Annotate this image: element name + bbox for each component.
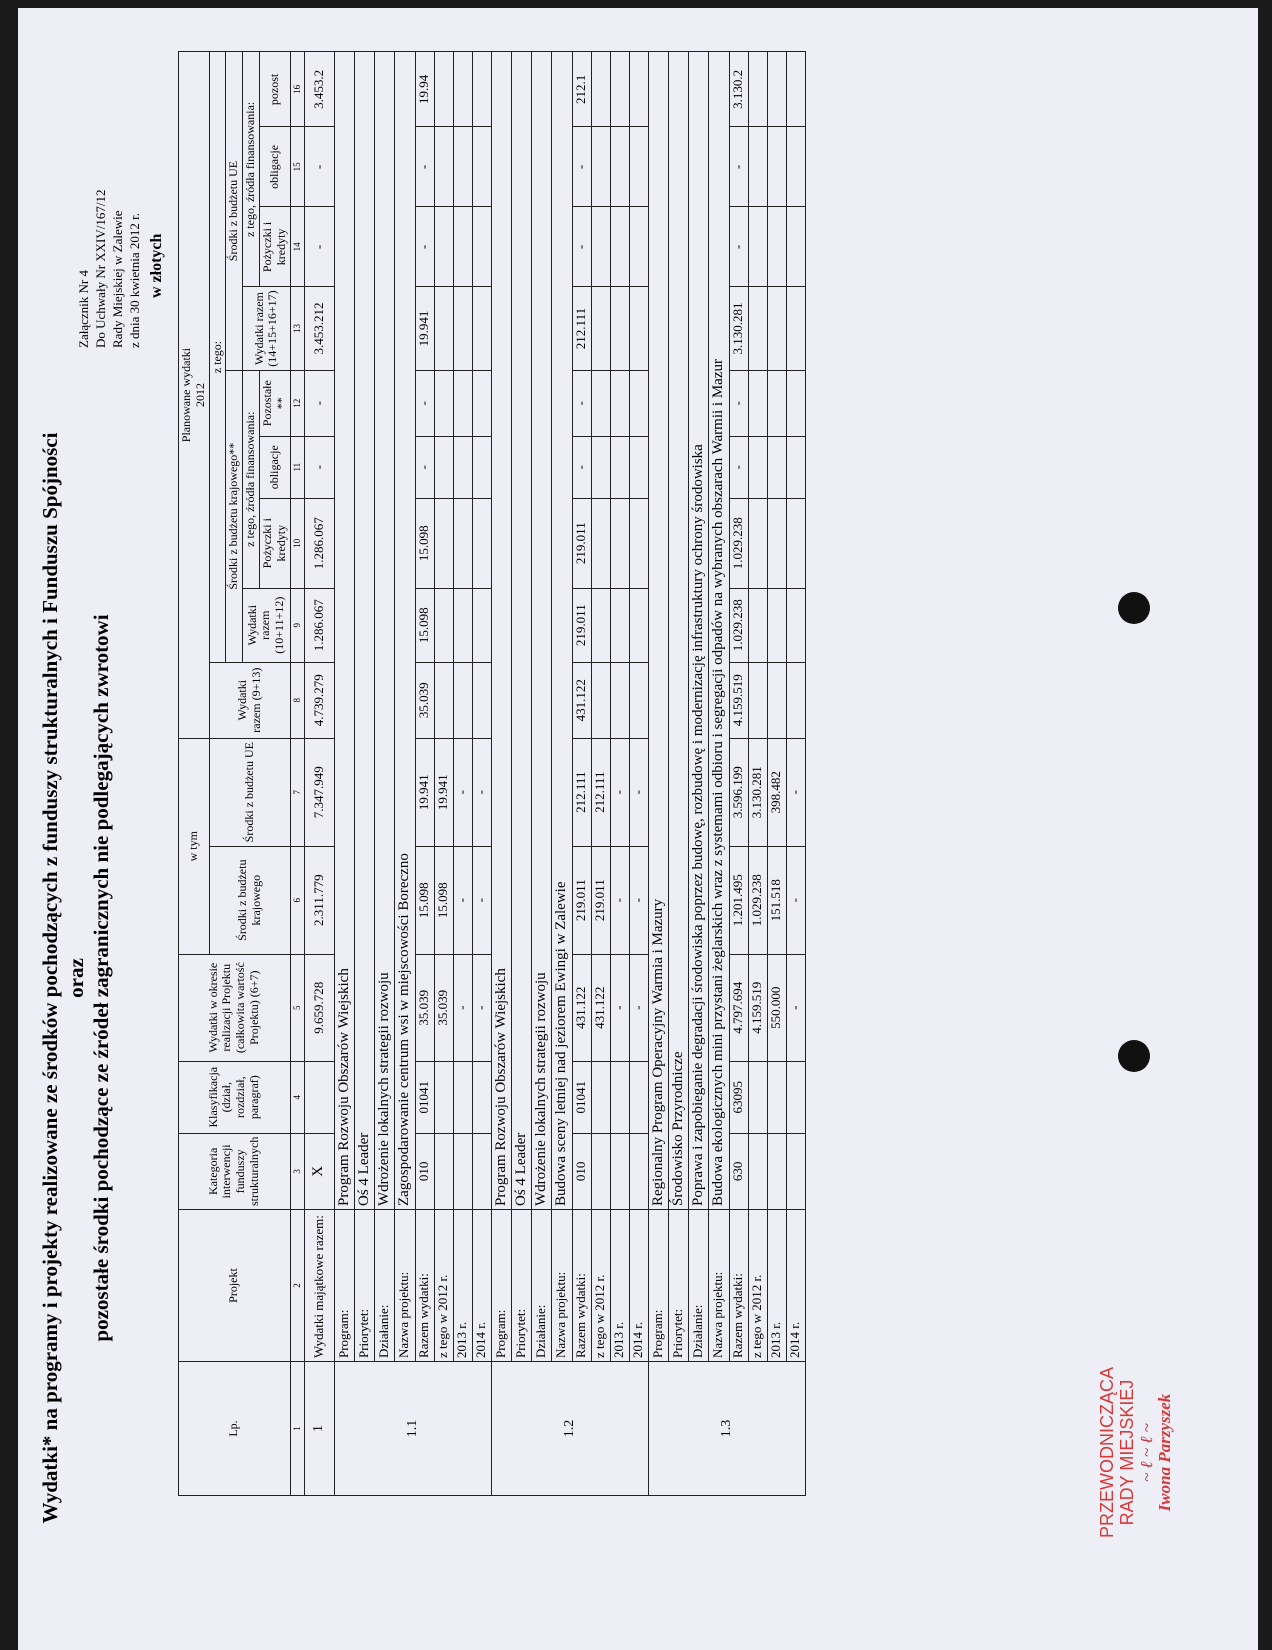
cell-value — [629, 1061, 648, 1133]
cell-value — [453, 1061, 472, 1133]
cell-value — [786, 207, 805, 287]
cell-value: 4.739.279 — [304, 662, 334, 738]
cell-value — [453, 207, 472, 287]
cell-value — [767, 370, 786, 436]
cell-value: 35.039 — [415, 662, 434, 738]
cell-value — [748, 588, 767, 662]
cell-value — [434, 1061, 453, 1133]
cell-value — [748, 207, 767, 287]
table-row — [729, 52, 748, 1496]
cell-value — [610, 370, 629, 436]
cell-value — [434, 1133, 453, 1209]
cell-value: 550.000 — [767, 954, 786, 1061]
cell-value: 1.286.067 — [304, 498, 334, 588]
cell-value — [453, 370, 472, 436]
cell-section-text: Oś 4 Leader — [511, 52, 531, 1210]
cell-value — [453, 662, 472, 738]
cell-value: 63095 — [729, 1061, 748, 1133]
header-wydatki-okres: Wydatki w okresie realizacji Projektu (całkowita wartość Projektu) (6+7) — [179, 954, 291, 1061]
cell-value: 4.797.694 — [729, 954, 748, 1061]
cell-value: - — [786, 846, 805, 954]
cell-value — [434, 207, 453, 287]
cell-value: - — [729, 127, 748, 207]
cell-label: Program: — [491, 1210, 511, 1362]
cell-value: 35.039 — [415, 954, 434, 1061]
cell-label: 2014 r. — [629, 1210, 648, 1362]
table-row — [472, 52, 491, 1496]
cell-value — [453, 127, 472, 207]
chairperson-stamp: PRZEWODNICZĄCA RADY MIEJSKIEJ ~ ℓ ~ ℓ ~ Iwona Parzyszek — [1097, 1367, 1175, 1538]
cell-value: 010 — [415, 1133, 434, 1209]
cell-value — [453, 498, 472, 588]
cell-label: Działanie: — [375, 1210, 395, 1362]
cell-value — [591, 207, 610, 287]
cell-label: Działanie: — [689, 1210, 709, 1362]
cell-value: 431.122 — [591, 954, 610, 1061]
cell-label: Razem wydatki: — [729, 1210, 748, 1362]
table-section-row — [648, 52, 668, 1496]
cell-section-text: Wdrożenie lokalnych strategii rozwoju — [375, 52, 395, 1210]
table-row — [572, 52, 591, 1496]
cell-value — [472, 588, 491, 662]
cell-value — [610, 52, 629, 127]
cell-value: 3.453.212 — [304, 287, 334, 370]
cell-value: 431.122 — [572, 954, 591, 1061]
cell-value: - — [415, 127, 434, 207]
page-title: Wydatki* na programy i projekty realizowane ze środków pochodzących z funduszy strukturalnych i Funduszu Spójności oraz pozostałe środki pochodzące ze źródeł zagranicznych nie podlegających zwrotowi — [38, 432, 114, 1524]
cell-value: 010 — [572, 1133, 591, 1209]
header-obligacje-15: obligacje — [259, 127, 290, 207]
cell-value: 19.941 — [415, 287, 434, 370]
cell-lp: 1.2 — [491, 1362, 648, 1496]
header-projekt: Projekt — [179, 1210, 291, 1362]
cell-value: - — [415, 207, 434, 287]
cell-value: 3.130.281 — [748, 738, 767, 846]
cell-value: 212.111 — [572, 738, 591, 846]
cell-value: 2.311.779 — [304, 846, 334, 954]
cell-value: 219.011 — [591, 846, 610, 954]
cell-label: Nazwa projektu: — [395, 1210, 415, 1362]
cell-label: Nazwa projektu: — [552, 1210, 572, 1362]
cell-label: z tego w 2012 r. — [434, 1210, 453, 1362]
header-pozostale-12: Pozostałe ** — [259, 370, 290, 436]
cell-value: - — [572, 436, 591, 498]
cell-value — [472, 287, 491, 370]
cell-value — [434, 52, 453, 127]
cell-value: 4.159.519 — [748, 954, 767, 1061]
cell-value: 35.039 — [434, 954, 453, 1061]
cell-value: 19.94 — [415, 52, 434, 127]
cell-value: - — [729, 436, 748, 498]
cell-value: 630 — [729, 1133, 748, 1209]
cell-value — [629, 436, 648, 498]
table-section-row — [532, 52, 552, 1496]
cell-section-text: Program Rozwoju Obszarów Wiejskich — [334, 52, 354, 1210]
header-pozostale-16: pozost — [259, 52, 290, 127]
cell-value: - — [572, 370, 591, 436]
cell-value: 431.122 — [572, 662, 591, 738]
cell-value — [472, 1133, 491, 1209]
cell-value — [748, 436, 767, 498]
table-section-row — [334, 52, 354, 1496]
cell-value — [767, 436, 786, 498]
cell-value: - — [610, 846, 629, 954]
cell-label: Nazwa projektu: — [709, 1210, 729, 1362]
cell-value — [453, 436, 472, 498]
header-z-tego: z tego: — [209, 52, 226, 662]
cell-value: - — [610, 738, 629, 846]
annex-reference: Załącznik Nr 4 Do Uchwały Nr XXIV/167/12 Rady Miejskiej w Zalewie z dnia 30 kwietnia 2012 r. — [76, 189, 142, 348]
cell-value — [748, 287, 767, 370]
cell-value — [434, 370, 453, 436]
cell-value: - — [786, 954, 805, 1061]
cell-section-text: Program Rozwoju Obszarów Wiejskich — [491, 52, 511, 1210]
cell-value — [591, 52, 610, 127]
table-section-row — [709, 52, 729, 1496]
cell-value — [786, 662, 805, 738]
cell-value — [610, 287, 629, 370]
cell-lp: 1.1 — [334, 1362, 491, 1496]
cell-value: - — [572, 207, 591, 287]
cell-value: X — [304, 1133, 334, 1209]
cell-value: - — [453, 738, 472, 846]
cell-label: Wydatki majątkowe razem: — [304, 1210, 334, 1362]
cell-label: Priorytet: — [354, 1210, 374, 1362]
cell-value: 3.130.2 — [729, 52, 748, 127]
cell-label: Priorytet: — [668, 1210, 688, 1362]
table-section-row — [668, 52, 688, 1496]
cell-value — [786, 1133, 805, 1209]
cell-value: - — [304, 436, 334, 498]
header-srodki-krajowe: Środki z budżetu krajowego — [209, 846, 290, 954]
cell-value — [629, 1133, 648, 1209]
cell-value — [748, 498, 767, 588]
cell-value — [591, 370, 610, 436]
cell-value: 151.518 — [767, 846, 786, 954]
cell-value — [786, 498, 805, 588]
cell-value: 219.011 — [572, 588, 591, 662]
cell-value — [591, 1133, 610, 1209]
cell-value: - — [729, 207, 748, 287]
cell-value — [591, 436, 610, 498]
cell-value — [472, 52, 491, 127]
cell-value: 15.098 — [415, 498, 434, 588]
cell-value — [610, 1133, 629, 1209]
header-wydatki-13: Wydatki razem (14+15+16+17) — [243, 287, 290, 370]
header-lp: Lp. — [179, 1362, 291, 1496]
cell-value — [786, 436, 805, 498]
cell-value: - — [472, 954, 491, 1061]
cell-value — [610, 436, 629, 498]
table-body — [304, 52, 805, 1496]
cell-value: 1.029.238 — [729, 498, 748, 588]
cell-value — [786, 52, 805, 127]
table-section-row — [689, 52, 709, 1496]
cell-value — [472, 662, 491, 738]
header-wydatki-9: Wydatki razem (10+11+12) — [243, 588, 290, 662]
cell-label: Razem wydatki: — [572, 1210, 591, 1362]
cell-value — [472, 370, 491, 436]
cell-value — [748, 52, 767, 127]
cell-value: 01041 — [415, 1061, 434, 1133]
cell-value: 219.011 — [572, 498, 591, 588]
table-row — [304, 52, 334, 1496]
cell-value — [610, 588, 629, 662]
budget-table — [178, 51, 806, 1496]
cell-value — [767, 588, 786, 662]
header-w-tym: w tym — [179, 738, 210, 954]
table-row — [610, 52, 629, 1496]
cell-value — [786, 127, 805, 207]
table-row — [415, 52, 434, 1496]
cell-label: 2014 r. — [472, 1210, 491, 1362]
cell-label: z tego w 2012 r. — [591, 1210, 610, 1362]
cell-value — [748, 1061, 767, 1133]
cell-value — [591, 1061, 610, 1133]
cell-value — [591, 127, 610, 207]
cell-value — [453, 588, 472, 662]
cell-value — [767, 1061, 786, 1133]
table-section-row — [511, 52, 531, 1496]
cell-label: Program: — [648, 1210, 668, 1362]
cell-value: 212.1 — [572, 52, 591, 127]
cell-value: 9.659.728 — [304, 954, 334, 1061]
cell-value — [629, 662, 648, 738]
cell-value: 19.941 — [434, 738, 453, 846]
cell-label: Program: — [334, 1210, 354, 1362]
cell-value: 398.482 — [767, 738, 786, 846]
cell-value — [767, 207, 786, 287]
cell-value — [472, 207, 491, 287]
cell-value: 7.347.949 — [304, 738, 334, 846]
cell-value: - — [472, 846, 491, 954]
cell-value: - — [610, 954, 629, 1061]
cell-value — [767, 287, 786, 370]
cell-value — [453, 1133, 472, 1209]
cell-value: 212.111 — [591, 738, 610, 846]
header-planowane: Planowane wydatki 2012 — [179, 52, 210, 738]
cell-value: 19.941 — [415, 738, 434, 846]
cell-value — [472, 436, 491, 498]
cell-section-text: Zagospodarowanie centrum wsi w miejscowości Boreczno — [395, 52, 415, 1210]
cell-value: - — [629, 954, 648, 1061]
cell-value — [434, 287, 453, 370]
cell-value — [610, 127, 629, 207]
cell-value — [610, 1061, 629, 1133]
cell-label: Razem wydatki: — [415, 1210, 434, 1362]
cell-value: - — [415, 436, 434, 498]
cell-label: Działanie: — [532, 1210, 552, 1362]
cell-value: - — [304, 127, 334, 207]
cell-value — [591, 588, 610, 662]
cell-value — [453, 52, 472, 127]
cell-value: - — [786, 738, 805, 846]
cell-label: 2014 r. — [786, 1210, 805, 1362]
header-kategoria: Kategoria interwencji funduszy strukturalnych — [179, 1133, 291, 1209]
cell-value — [434, 498, 453, 588]
handwritten-signature: ~ ℓ ~ ℓ ~ — [1136, 1423, 1156, 1482]
header-klasyfikacja: Klasyfikacja (dział, rozdział, paragraf) — [179, 1061, 291, 1133]
cell-section-text: Środowisko Przyrodnicze — [668, 52, 688, 1210]
cell-value: 1.286.067 — [304, 588, 334, 662]
table-row — [591, 52, 610, 1496]
cell-section-text: Wdrożenie lokalnych strategii rozwoju — [532, 52, 552, 1210]
header-budzet-ue: Środki z budżetu UE — [226, 52, 243, 370]
cell-value — [591, 287, 610, 370]
cell-value — [610, 662, 629, 738]
cell-section-text: Budowa ekologicznych mini przystani żeglarskich wraz z systemami odbioru i segregacji odpadów na wybranych obszarach Warmii i Mazur — [709, 52, 729, 1210]
cell-value: - — [629, 846, 648, 954]
cell-value — [610, 498, 629, 588]
cell-value: - — [453, 846, 472, 954]
cell-value — [472, 127, 491, 207]
cell-value: - — [572, 127, 591, 207]
header-srodki-ue: Środki z budżetu UE — [209, 738, 290, 846]
cell-value — [434, 436, 453, 498]
cell-value — [591, 662, 610, 738]
cell-value — [629, 287, 648, 370]
cell-value — [767, 52, 786, 127]
cell-value — [786, 588, 805, 662]
cell-label: z tego w 2012 r. — [748, 1210, 767, 1362]
cell-value: 1.029.238 — [748, 846, 767, 954]
cell-value — [434, 662, 453, 738]
cell-value — [748, 127, 767, 207]
table-row — [629, 52, 648, 1496]
cell-value: - — [304, 207, 334, 287]
cell-value — [767, 498, 786, 588]
table-row — [786, 52, 805, 1496]
cell-value — [767, 662, 786, 738]
header-obligacje-11: obligacje — [259, 436, 290, 498]
cell-label: 2013 r. — [767, 1210, 786, 1362]
table-section-row — [552, 52, 572, 1496]
table-section-row — [375, 52, 395, 1496]
cell-value: 15.098 — [415, 588, 434, 662]
cell-value — [767, 1133, 786, 1209]
cell-value: 219.011 — [572, 846, 591, 954]
column-number-row: 1 2 3 4 5 6 7 8 9 10 11 12 13 14 15 16 — [290, 52, 304, 1496]
cell-value — [748, 1133, 767, 1209]
table-row — [748, 52, 767, 1496]
header-wydatki-razem: Wydatki razem (9+13) — [209, 662, 290, 738]
cell-section-text: Regionalny Program Operacyjny Warmia i Mazury — [648, 52, 668, 1210]
cell-value: 3.453.2 — [304, 52, 334, 127]
cell-value — [453, 287, 472, 370]
table-section-row — [395, 52, 415, 1496]
cell-value — [434, 588, 453, 662]
cell-value: 4.159.519 — [729, 662, 748, 738]
header-pozyczki-14: Pożyczki i kredyty — [259, 207, 290, 287]
cell-value — [472, 498, 491, 588]
header-zrodla-krajowe: z tego, źródła finansowania: — [243, 370, 260, 588]
cell-value — [629, 370, 648, 436]
cell-value: 212.111 — [572, 287, 591, 370]
cell-section-text: Budowa sceny letniej nad jeziorem Ewingi w Zalewie — [552, 52, 572, 1210]
cell-value — [748, 662, 767, 738]
cell-value — [629, 52, 648, 127]
cell-lp: 1.3 — [648, 1362, 805, 1496]
cell-label: 2013 r. — [453, 1210, 472, 1362]
cell-value: - — [472, 738, 491, 846]
cell-value: 1.201.495 — [729, 846, 748, 954]
cell-value — [767, 127, 786, 207]
cell-value — [629, 207, 648, 287]
cell-value: 3.596.199 — [729, 738, 748, 846]
cell-value — [304, 1061, 334, 1133]
cell-value: 1.029.238 — [729, 588, 748, 662]
rotated-page — [18, 8, 1258, 1568]
table-section-row — [354, 52, 374, 1496]
table-row — [767, 52, 786, 1496]
cell-lp: 1 — [304, 1362, 334, 1496]
header-zrodla-ue: z tego, źródła finansowania: — [243, 52, 260, 287]
cell-value — [434, 127, 453, 207]
cell-label: Priorytet: — [511, 1210, 531, 1362]
cell-value — [786, 287, 805, 370]
unit-label: w złotych — [148, 233, 165, 298]
cell-value: - — [629, 738, 648, 846]
cell-section-text: Oś 4 Leader — [354, 52, 374, 1210]
cell-value — [786, 370, 805, 436]
cell-value: - — [415, 370, 434, 436]
cell-value — [591, 498, 610, 588]
cell-value — [629, 127, 648, 207]
table-section-row — [491, 52, 511, 1496]
cell-value — [748, 370, 767, 436]
cell-value: 15.098 — [415, 846, 434, 954]
cell-value: 01041 — [572, 1061, 591, 1133]
table-row — [453, 52, 472, 1496]
cell-label: 2013 r. — [610, 1210, 629, 1362]
cell-value: 3.130.281 — [729, 287, 748, 370]
table-row — [434, 52, 453, 1496]
cell-value — [472, 1061, 491, 1133]
cell-value — [629, 498, 648, 588]
cell-value: - — [453, 954, 472, 1061]
cell-value — [786, 1061, 805, 1133]
cell-section-text: Poprawa i zapobieganie degradacji środowiska poprzez budowę, rozbudowę i modernizację infrastruktury ochrony środowiska — [689, 52, 709, 1210]
cell-value — [610, 207, 629, 287]
header-budzet-krajowy: Środki z budżetu krajowego** — [226, 370, 243, 662]
cell-value — [629, 588, 648, 662]
header-pozyczki-10: Pożyczki i kredyty — [259, 498, 290, 588]
cell-value: - — [304, 370, 334, 436]
document-sheet — [18, 8, 1258, 1650]
cell-value: - — [729, 370, 748, 436]
cell-value: 15.098 — [434, 846, 453, 954]
